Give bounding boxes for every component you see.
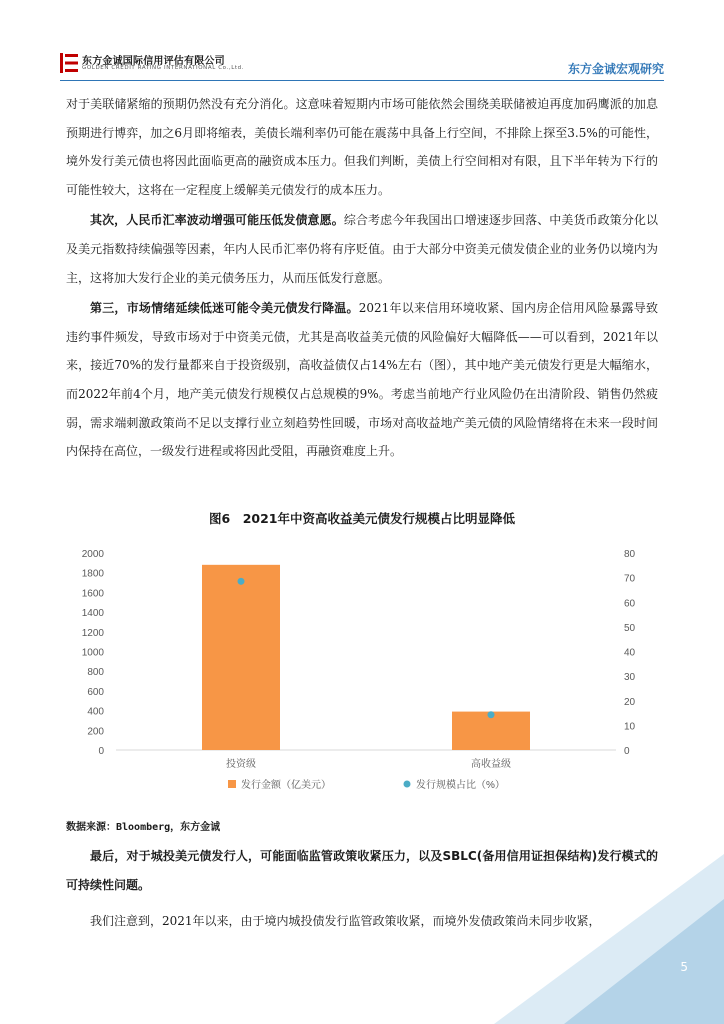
left-tick-label: 1400: [81, 608, 104, 620]
paragraph-2-body: 综合考虑今年我国出口增速逐步回落、中美货币政策分化以及美元指数持续偏强等因素，年内人民币汇率仍将有序贬值。由于大部分中资美元债发债企业的业务仍以境内为主，这将加大发行企业的美元债务压力，从而压低发行意愿。: [66, 213, 658, 285]
right-tick-label: 50: [624, 622, 636, 634]
left-tick-label: 400: [87, 706, 104, 718]
left-tick-label: 1800: [81, 568, 104, 580]
company-name-cn: 东方金诚国际信用评估有限公司: [82, 56, 225, 67]
bar-investment-grade: [202, 565, 280, 750]
legend-label-share: 发行规模占比（%）: [416, 780, 505, 791]
section-title: 东方金诚宏观研究: [567, 62, 664, 76]
legend-swatch-share: [404, 781, 411, 788]
right-tick-label: 10: [624, 721, 636, 733]
company-logo-icon: [60, 53, 78, 73]
right-tick-label: 70: [624, 573, 636, 585]
paragraph-1: 对于美联储紧缩的预期仍然没有充分消化。这意味着短期内市场可能依然会围绕美联储被迫再度加码鹰派的加息预期进行博弈，加之6月即将缩表，美债长端利率仍可能在震荡中具备上行空间，不排除上探至3.5%的可能性，境外发行美元债也将因此面临更高的融资成本压力。但我们判断，美债上行空间相对有限，且下半年转为下行的可能性较大，这将在一定程度上缓解美元债发行的成本压力。: [66, 97, 658, 197]
page-number: 5: [680, 960, 688, 974]
paragraph-5: 我们注意到，2021年以来，由于境内城投债发行监管政策收紧，而境外发债政策尚未同步收紧，: [90, 914, 601, 928]
left-tick-label: 600: [87, 686, 104, 698]
left-tick-label: 2000: [81, 549, 104, 560]
page-header: [60, 50, 664, 80]
right-tick-label: 60: [624, 598, 636, 610]
left-tick-label: 1000: [81, 647, 104, 659]
header-divider: [60, 80, 664, 81]
legend-label-amount: 发行金额（亿美元）: [241, 780, 331, 791]
paragraph-3-lead: 第三，市场情绪延续低迷可能令美元债发行降温。: [90, 301, 359, 316]
left-tick-label: 0: [98, 746, 104, 757]
paragraph-3-body: 2021年以来信用环境收紧、国内房企信用风险暴露导致违约事件频发，导致市场对于中资美元债，尤其是高收益美元债的风险偏好大幅降低——可以看到，2021年以来，接近70%的发行量都来自于投资级别，高收益债仅占14%左右（图），其中地产美元债发行更是大幅缩水，而2022年前4个月，地产美元债发行规模仅占总规模的9%。考虑当前地产行业风险仍在出清阶段、销售仍然疲弱，需求端刺激政策尚不足以支撑行业立刻趋势性回暖，市场对高收益地产美元债的风险情绪将在未来一段时间内保持在高位，一级发行进程或将因此受阻，再融资难度上升。: [66, 301, 658, 459]
data-source: 数据来源：Bloomberg，东方金诚: [66, 822, 221, 833]
right-tick-label: 0: [624, 746, 630, 757]
paragraph-3: [66, 294, 658, 466]
corner-decoration: [494, 854, 724, 1024]
company-name-en: GOLDEN CREDIT RATING INTERNATIONAL Co.,Ltd.: [82, 65, 245, 71]
paragraph-2-lead: 其次，人民币汇率波动增强可能压低发债意愿。: [90, 213, 344, 228]
body-text: [66, 90, 658, 466]
right-tick-label: 20: [624, 696, 636, 708]
category-label: 高收益级: [471, 759, 511, 770]
paragraph-2: [66, 206, 658, 292]
left-tick-label: 200: [87, 726, 104, 738]
left-tick-label: 800: [87, 667, 104, 679]
right-tick-label: 40: [624, 647, 636, 659]
left-tick-label: 1600: [81, 588, 104, 600]
point-high-yield: [488, 711, 495, 718]
right-tick-label: 80: [624, 549, 636, 560]
right-tick-label: 30: [624, 672, 636, 684]
issuance-chart: [66, 540, 658, 808]
paragraph-4: 最后，对于城投美元债发行人，可能面临监管政策收紧压力，以及SBLC(备用信用证担保结构)发行模式的可持续性问题。: [66, 849, 658, 892]
legend-swatch-amount: [228, 780, 236, 788]
point-investment-grade: [238, 578, 245, 585]
figure-title: 图6 2021年中资高收益美元债发行规模占比明显降低: [209, 511, 515, 526]
category-label: 投资级: [226, 759, 256, 770]
left-tick-label: 1200: [81, 627, 104, 639]
